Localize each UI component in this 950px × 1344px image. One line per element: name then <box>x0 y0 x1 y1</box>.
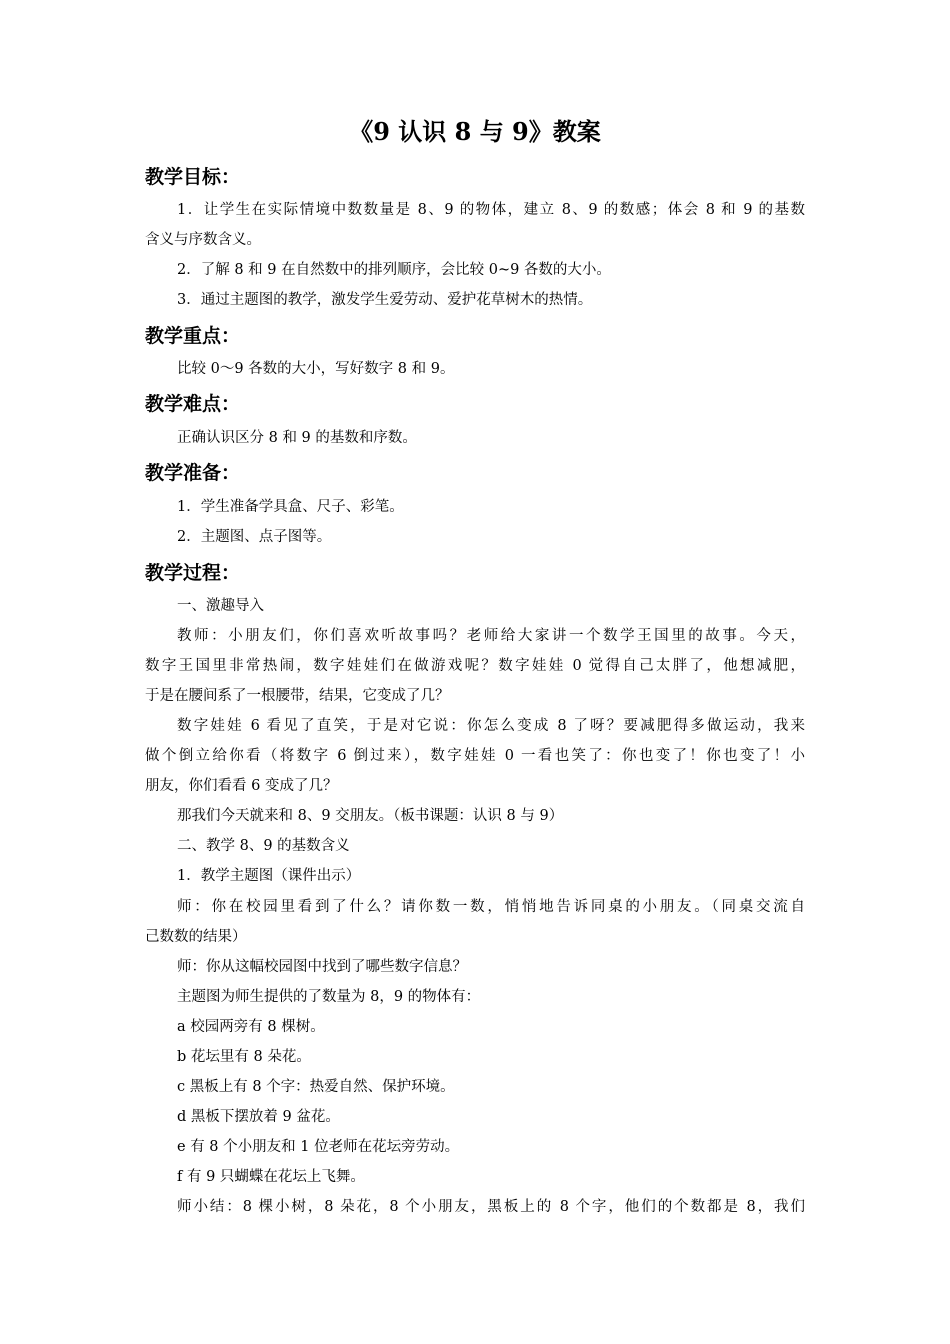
process-line-2: 教师：小朋友们，你们喜欢听故事吗？老师给大家讲一个数学王国里的故事。今天， <box>177 628 805 644</box>
section-heading-difficulties: 教学难点： <box>145 393 241 415</box>
process-line-12: 己数数的结果） <box>145 929 247 945</box>
process-line-14: 主题图为师生提供的了数量为 8，9 的物体有： <box>177 989 481 1005</box>
process-line-3: 数字王国里非常热闹，数字娃娃们在做游戏呢？数字娃娃 0 觉得自己太胖了，他想减肥， <box>145 658 805 674</box>
process-line-11: 师：你在校园里看到了什么？请你数一数，悄悄地告诉同桌的小朋友。（同桌交流自 <box>177 899 805 915</box>
process-line-15: a 校园两旁有 8 棵树。 <box>177 1019 325 1035</box>
difficulties-line-1: 正确认识区分 8 和 9 的基数和序数。 <box>177 430 417 446</box>
section-heading-process: 教学过程： <box>145 562 241 584</box>
key-points-line-1: 比较 0～9 各数的大小，写好数字 8 和 9。 <box>177 361 455 377</box>
process-line-21: 师小结：8 棵小树，8 朵花，8 个小朋友，黑板上的 8 个字，他们的个数都是 8，我们 <box>177 1199 805 1215</box>
objectives-line-2: 含义与序数含义。 <box>145 232 261 248</box>
process-line-17: c 黑板上有 8 个字：热爱自然、保护环境。 <box>177 1079 455 1095</box>
process-line-20: f 有 9 只蝴蝶在花坛上飞舞。 <box>177 1169 365 1185</box>
objectives-line-1: 1．让学生在实际情境中数数量是 8、9 的物体，建立 8、9 的数感；体会 8 和 9 的基数 <box>177 202 805 218</box>
section-heading-preparation: 教学准备： <box>145 462 241 484</box>
process-line-1: 一、激趣导入 <box>177 598 264 614</box>
process-line-4: 于是在腰间系了一根腰带，结果，它变成了几？ <box>145 688 450 704</box>
process-line-5: 数字娃娃 6 看见了直笑，于是对它说：你怎么变成 8 了呀？要减肥得多做运动，我来 <box>177 718 805 734</box>
document-title: 《9 认识 8 与 9》教案 <box>349 117 601 146</box>
process-line-7: 朋友，你们看看 6 变成了几？ <box>145 778 338 794</box>
objectives-line-4: 3．通过主题图的教学，激发学生爱劳动、爱护花草树木的热情。 <box>177 292 593 308</box>
process-line-18: d 黑板下摆放着 9 盆花。 <box>177 1109 340 1125</box>
preparation-line-1: 1．学生准备学具盒、尺子、彩笔。 <box>177 499 404 515</box>
process-line-9: 二、教学 8、9 的基数含义 <box>177 838 350 854</box>
process-line-19: e 有 8 个小朋友和 1 位老师在花坛旁劳动。 <box>177 1139 460 1155</box>
process-line-6: 做个倒立给你看（将数字 6 倒过来），数字娃娃 0 一看也笑了：你也变了！你也变了！小 <box>145 748 805 764</box>
objectives-line-3: 2．了解 8 和 9 在自然数中的排列顺序，会比较 0~9 各数的大小。 <box>177 262 611 278</box>
process-line-13: 师：你从这幅校园图中找到了哪些数字信息？ <box>177 959 467 975</box>
process-line-16: b 花坛里有 8 朵花。 <box>177 1049 311 1065</box>
section-heading-objectives: 教学目标： <box>145 166 241 188</box>
section-heading-key-points: 教学重点： <box>145 325 241 347</box>
process-line-10: 1．教学主题图（课件出示） <box>177 868 361 884</box>
preparation-line-2: 2．主题图、点子图等。 <box>177 529 332 545</box>
process-line-8: 那我们今天就来和 8、9 交朋友。（板书课题：认识 8 与 9） <box>177 808 564 824</box>
